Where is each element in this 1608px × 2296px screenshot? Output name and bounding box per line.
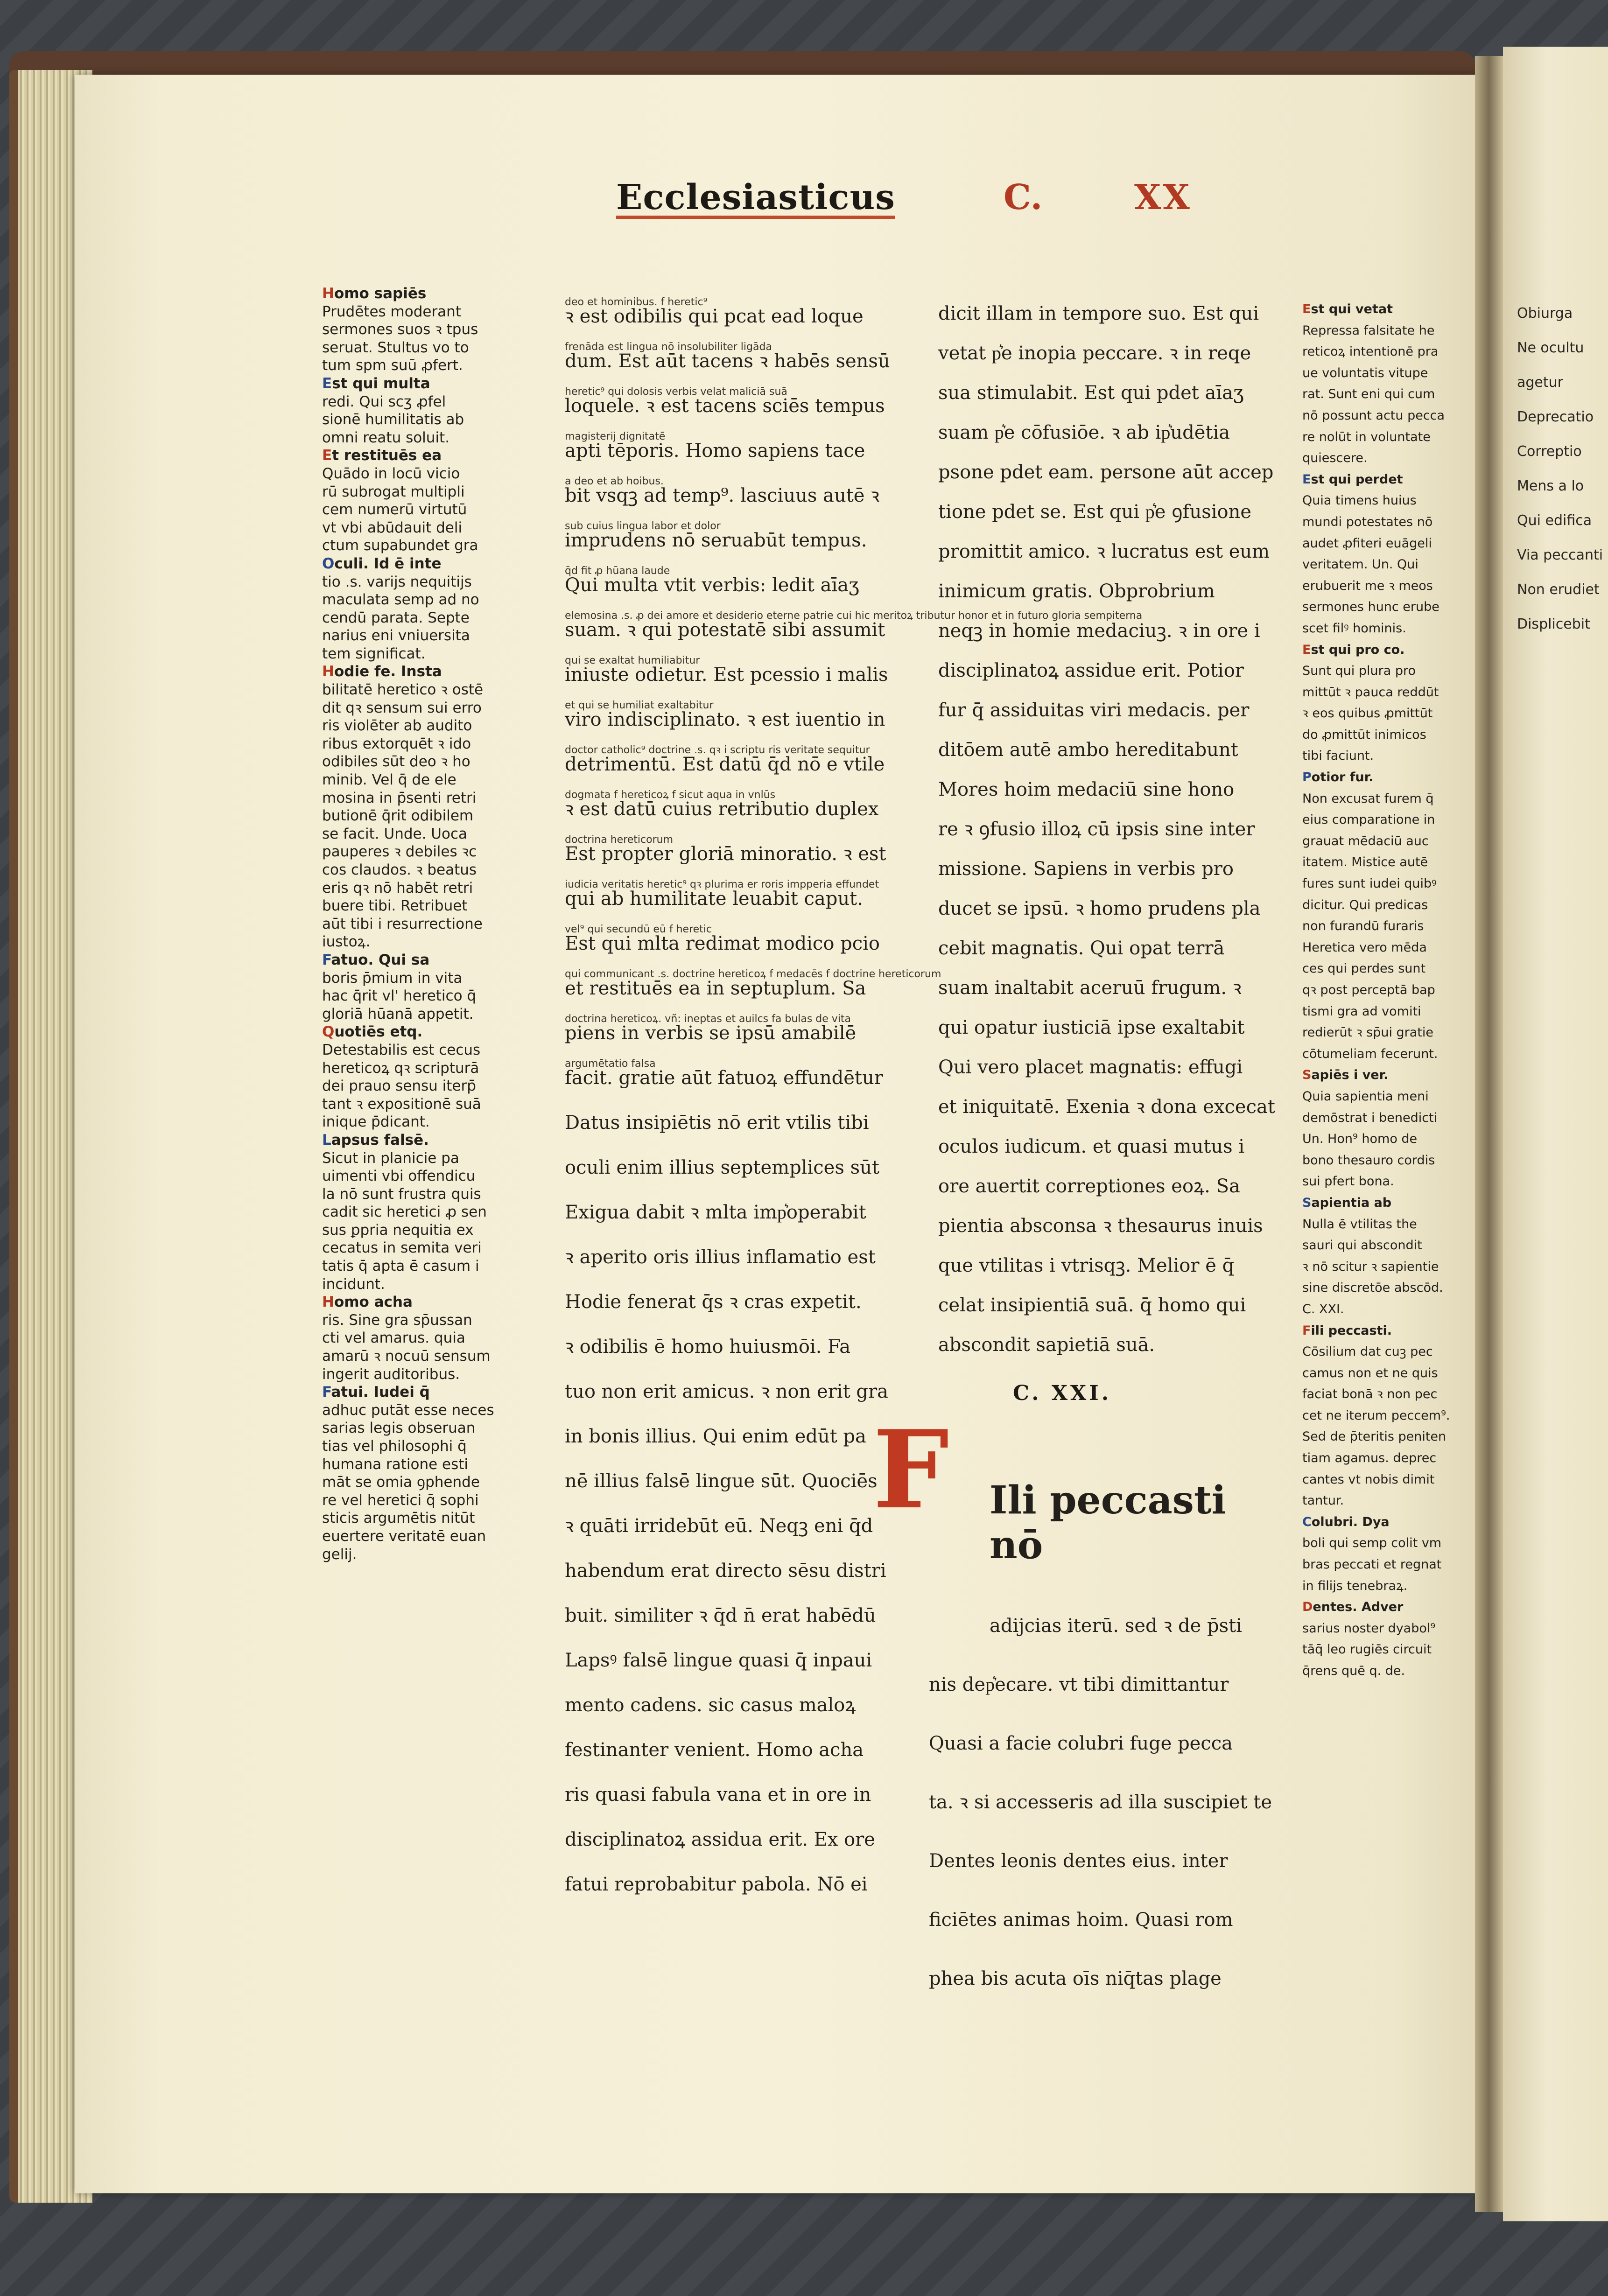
text-line: Datus insipiētis nō erit vtilis tibi [565,1112,869,1134]
text-line: promittit amico. ꝛ lucratus est eum [938,541,1270,562]
text-line: que vtilitas i vtrisqꝫ. Melior ē q̄ [938,1255,1235,1276]
facing-page-line: Qui edifica [1517,512,1592,529]
text-line: tuo non erit amicus. ꝛ non erit gra [565,1381,888,1402]
text-line: ꝛ quāti irridebūt eū. Neqꝫ eni q̄d [565,1515,873,1537]
gloss-line: Sunt qui plura pro [1302,664,1416,679]
gloss-line: māt se omia ꝯphende [322,1474,480,1491]
gloss-line: ingerit auditoribus. [322,1365,460,1383]
text-line: Est qui mlta redimat modico pcio [565,933,880,954]
text-line: ꝛ est odibilis qui pcat ead loque [565,306,864,327]
text-line: bit vsqꝫ ad temp⁹. lasciuus autē ꝛ [565,485,880,506]
text-line: disciplinatoꝝ assidua erit. Ex ore [565,1829,875,1850]
gloss-line: se facit. Unde. Uoca [322,825,467,842]
gloss-line: Detestabilis est cecus [322,1041,481,1058]
gloss-line: hereticoꝝ qꝛ scripturā [322,1059,479,1077]
gloss-line: cos claudos. ꝛ beatus [322,861,477,878]
facing-page-line: Mens a lo [1517,478,1584,494]
text-line: dicit illam in tempore suo. Est qui [938,303,1259,324]
interlinear-gloss-line: doctrina hereticorum [565,834,674,846]
gloss-line: mundi potestates nō [1302,514,1433,529]
gloss-line: reticoꝝ intentionē pra [1302,344,1439,359]
gloss-line: mittūt ꝛ pauca reddūt [1302,685,1439,700]
text-line: neqꝫ in homie medaciuꝫ. ꝛ in ore i [938,620,1260,642]
gloss-line: narius eni vniuersita [322,627,470,644]
gloss-line: grauat mēdaciū auc [1302,833,1429,848]
gloss-line: tāq̄ leo rugiēs circuit [1302,1642,1432,1657]
gloss-line: Et restituēs ea [322,447,442,464]
gloss-line: boli qui semp colit vm [1302,1536,1442,1551]
gloss-line: cantes vt nobis dimit [1302,1472,1435,1487]
text-line: suam p͛e cōfusiōe. ꝛ ab ip͛udētia [938,422,1230,443]
text-line: loquele. ꝛ est tacens sciēs tempus [565,395,885,417]
gloss-line: sionē humilitatis ab [322,411,464,428]
gloss-line: tias vel philosophi q̄ [322,1438,467,1455]
text-line: festinanter venient. Homo acha [565,1739,864,1761]
text-line: Exigua dabit ꝛ mlta imp͛operabit [565,1202,866,1223]
facing-page-line: Displicebit [1517,616,1590,632]
interlinear-gloss-line: qui communicant .s. doctrine hereticoꝝ f medacēs f doctrine hereticorum [565,968,941,980]
chapter-xxi-text [929,1440,1284,2017]
gloss-line: scet filꝰ hominis. [1302,621,1406,636]
interlinear-gloss-line: a deo et ab hoibus. [565,476,664,487]
gloss-line: tibi faciunt. [1302,749,1374,763]
text-line: qui ab humilitate leuabit caput. [565,888,863,910]
gloss-line: bilitatē heretico ꝛ ostē [322,681,484,699]
text-line: Ili peccasti nō [990,1478,1226,1568]
facing-page-line: Correptio [1517,443,1582,460]
text-line: nē illius falsē lingue sūt. Quociēs [565,1470,878,1492]
gloss-line: eris qꝛ nō habēt retri [322,879,473,896]
text-line: pientia absconsa ꝛ thesaurus inuis [938,1215,1263,1237]
gloss-line: faciat bonā ꝛ non pec [1302,1387,1438,1402]
gloss-line: tantur. [1302,1493,1344,1508]
book-gutter [1475,56,1503,2212]
gloss-line: do ꝓmittūt inimicos [1302,727,1426,742]
gloss-line: inique p̄dicant. [322,1113,430,1131]
gloss-line: sauri qui abscondit [1302,1238,1422,1253]
gloss-line: Fili peccasti. [1302,1323,1392,1338]
gloss-line: Oculi. Id ē inte [322,555,442,572]
gloss-line: sus ꝑpria nequitia ex [322,1221,474,1239]
gloss-line: euertere veritatē euan [322,1527,486,1545]
gloss-line: ribus extorquēt ꝛ ido [322,735,471,752]
running-title: Ecclesiasticus [616,177,895,217]
gloss-line: mosina in p̄senti retri [322,789,477,806]
gloss-line: tum spm suū ꝓfert. [322,357,463,374]
text-line: mento cadens. sic casus maloꝝ [565,1694,856,1716]
text-line: suam inaltabit aceruū frugum. ꝛ [938,977,1242,999]
gloss-line: buere tibi. Retribuet [322,897,468,915]
text-line: Qui vero placet magnatis: effugi [938,1057,1243,1078]
gloss-line: pauperes ꝛ debiles ꝛc [322,843,477,861]
gloss-line: cecatus in semita veri [322,1239,482,1257]
page-header [0,177,1608,233]
interlinear-gloss-line: dogmata f hereticoꝝ f sicut aqua in vnlūs [565,789,776,801]
gloss-line: Un. Hon⁹ homo de [1302,1132,1418,1147]
gloss-line: demōstrat i benedicti [1302,1110,1438,1125]
text-line: Est propter gloriā minoratio. ꝛ est [565,843,886,865]
text-line: missione. Sapiens in verbis pro [938,858,1234,880]
text-line: ore auertit correptiones eoꝝ. Sa [938,1176,1240,1197]
gloss-line: bono thesauro cordis [1302,1153,1435,1168]
interlinear-gloss-line: q̄d fit ꝓ hūana laude [565,565,670,577]
gloss-line: sermones hunc erube [1302,600,1439,615]
gloss-line: Nulla ē vtilitas the [1302,1217,1417,1232]
text-line: Quasi a facie colubri fuge pecca [929,1733,1233,1754]
gloss-line: omni reatu soluit. [322,429,450,446]
facing-page-line: Obiurga [1517,305,1573,322]
chapter-number: XX [1134,177,1192,217]
gloss-line: qꝛ post perceptā bap [1302,983,1435,997]
gloss-line: tant ꝛ expositionē suā [322,1095,481,1113]
text-line: inimicum gratis. Obprobrium [938,581,1215,602]
gloss-line: C. XXI. [1302,1302,1344,1316]
gloss-line: tem significat. [322,645,426,662]
text-line: Mores hoim medaciū sine hono [938,779,1235,800]
text-line: dum. Est aūt tacens ꝛ habēs sensū [565,350,890,372]
interlinear-gloss-line: qui se exaltat humiliabitur [565,655,700,666]
gloss-line: Fatuo. Qui sa [322,951,430,968]
interlinear-gloss-line: deo et hominibus. f heretic⁹ [565,296,708,308]
gloss-line: re nolūt in voluntate [1302,429,1431,444]
interlinear-gloss-line: heretic⁹ qui dolosis verbis velat maliciā suā [565,386,787,398]
text-line: Dentes leonis dentes eius. inter [929,1850,1228,1872]
text-line: facit. gratie aūt fatuoꝝ effundētur [565,1067,883,1089]
gloss-line: erubuerit me ꝛ meos [1302,578,1433,593]
gloss-line: la nō sunt frustra quis [322,1185,481,1203]
gloss-line: Dentes. Adver [1302,1600,1404,1615]
text-line: Qui multa vtit verbis: ledit aīaʒ [565,574,859,596]
gloss-line: Hodie fe. Insta [322,663,442,680]
gloss-line: Sed de p̄teritis peniten [1302,1429,1446,1444]
facing-page-line: Ne ocultu [1517,340,1584,356]
text-line: in bonis illius. Qui enim edūt pa [565,1426,866,1447]
gloss-line: cem numerū virtutū [322,501,467,518]
gloss-line: seruat. Stultus vo to [322,339,469,356]
interlinear-gloss-line: sub cuius lingua labor et dolor [565,520,721,532]
gloss-line: itatem. Mistice autē [1302,855,1428,870]
gloss-line: non furandū furaris [1302,919,1424,934]
gloss-line: humana ratione esti [322,1456,469,1473]
interlinear-gloss-line: doctrina hereticoꝝ. vñ: ineptas et auilcs fa bulas de vita [565,1013,851,1025]
gloss-line: Cōsilium dat cuꝫ pec [1302,1344,1433,1359]
gloss-line: Sapiēs i ver. [1302,1068,1389,1083]
gloss-line: Est qui multa [322,375,430,392]
gloss-line: cendū parata. Septe [322,609,470,626]
gloss-line: ꝛ nō scitur ꝛ sapientie [1302,1259,1439,1274]
gloss-line: vt vbi abūdauit deli [322,519,463,536]
gloss-line: Heretica vero mēda [1302,940,1427,955]
facing-page-line: Via peccanti [1517,547,1603,563]
gloss-line: tatis q̄ apta ē casum i [322,1258,479,1275]
gloss-line: gloriā hūanā appetit. [322,1005,474,1022]
gloss-line: tiam agamus. deprec [1302,1451,1437,1466]
text-line: phea bis acuta oīs niq̄tas plage [929,1968,1222,1989]
gloss-line: aūt tibi i resurrectione [322,915,483,932]
gloss-line: rat. Sunt eni qui cum [1302,387,1435,402]
gloss-line: Prudētes moderant [322,303,461,320]
gloss-line: sermones suos ꝛ tpus [322,321,478,338]
text-line: celat insipientiā suā. q̄ homo qui [938,1295,1246,1316]
text-line: nis dep͛ecare. vt tibi dimittantur [929,1674,1229,1695]
interlinear-gloss-line: vel⁹ qui secundū eū f heretic [565,924,712,935]
gloss-line: redierūt ꝛ sp̄ui gratie [1302,1025,1434,1040]
gloss-line: fures sunt iudei quibꝰ [1302,876,1437,891]
gloss-line: Homo acha [322,1294,413,1311]
gloss-line: sarias legis obseruan [322,1420,476,1437]
text-line: cebit magnatis. Qui opat terrā [938,938,1225,959]
gloss-line: Est qui vetat [1302,302,1393,316]
gloss-line: hac q̄rit vl' heretico q̄ [322,987,477,1005]
gloss-line: tismi gra ad vomiti [1302,1004,1421,1019]
text-line: qui opatur iusticiā ipse exaltabit [938,1017,1245,1038]
text-line: sua stimulabit. Est qui pdet aīaʒ [938,382,1244,404]
gloss-line: adhuc putāt esse neces [322,1401,494,1419]
gloss-line: quiescere. [1302,451,1368,466]
gloss-line: Lapsus falsē. [322,1131,429,1148]
text-line: fatui reprobabitur pabola. Nō ei [565,1874,868,1895]
text-line: ditōem autē ambo hereditabunt [938,739,1238,761]
left-gloss-column [322,285,518,1563]
gloss-line: Est qui pro co. [1302,642,1405,657]
gloss-line: redi. Qui scʒ ꝓfel [322,393,446,410]
gloss-line: nō possunt actu pecca [1302,408,1445,423]
gloss-line: Sicut in planicie pa [322,1149,459,1167]
text-line: viro indisciplinato. ꝛ est iuentio in [565,709,885,730]
gloss-line: Non excusat furem q̄ [1302,791,1434,806]
facing-page-line: agetur [1517,374,1563,391]
gloss-line: cadit sic heretici ꝓ sen [322,1204,487,1221]
right-gloss-column [1302,299,1470,1682]
gloss-line: Est qui perdet [1302,472,1403,487]
gloss-line: cōtumeliam fecerunt. [1302,1046,1438,1061]
text-line: psone pdet eam. persone aūt accep [938,462,1274,483]
text-line: Hodie fenerat q̄s ꝛ cras expetit. [565,1291,862,1313]
text-line: ficiētes animas hoim. Quasi rom [929,1909,1233,1931]
text-line: Lapsꝰ falsē lingue quasi q̄ inpaui [565,1650,872,1671]
text-line: fur q̄ assiduitas viri medacis. per [938,700,1250,721]
gloss-line: gelij. [322,1546,357,1563]
gloss-line: dicitur. Qui predicas [1302,897,1428,912]
facing-page-text [1517,289,1603,649]
text-line: ꝛ aperito oris illius inflamatio est [565,1246,876,1268]
gloss-line: boris p̄mium in vita [322,969,463,987]
gloss-line: Fatui. Iudei q̄ [322,1384,430,1401]
text-line: re ꝛ ꝯfusio illoꝝ cū ipsis sine inter [938,819,1255,840]
gloss-line: sine discretōe abscōd. [1302,1281,1443,1295]
gloss-line: amarū ꝛ nocuū sensum [322,1348,491,1365]
gloss-line: in filijs tenebraꝝ. [1302,1578,1408,1593]
gloss-line: sticis argumētis nitūt [322,1510,475,1527]
chapter-label: C. [1004,177,1043,217]
gloss-line: Quia sapientia meni [1302,1089,1429,1104]
gloss-line: Potior fur. [1302,770,1374,785]
text-line: ta. ꝛ si accesseris ad illa suscipiet te [929,1792,1272,1813]
gloss-line: Homo sapiēs [322,285,427,302]
gloss-line: Sapientia ab [1302,1195,1392,1210]
text-line: suam. ꝛ qui potestatē sibi assumit [565,619,885,641]
gloss-line: camus non et ne quis [1302,1365,1438,1380]
gloss-line: uimenti vbi offendicu [322,1168,476,1185]
chapter-xxi-heading: C. XXI. [1013,1381,1112,1405]
gloss-line: veritatem. Un. Qui [1302,557,1418,572]
gloss-line: ris violēter ab audito [322,717,472,735]
text-line: apti tēporis. Homo sapiens tace [565,440,865,462]
gloss-line: Colubri. Dya [1302,1514,1390,1529]
gloss-line: tio .s. varijs nequitijs [322,573,472,590]
main-text-column-2 [938,294,1288,1365]
gloss-line: bras peccati et regnat [1302,1557,1442,1572]
gloss-line: Quādo in locū vicio [322,465,460,482]
gloss-line: Quia timens huius [1302,493,1417,508]
gloss-line: eius comparatione in [1302,812,1435,827]
interlinear-gloss-line: magisterij dignitatē [565,431,666,442]
gloss-line: minib. Vel q̄ de ele [322,771,456,789]
text-line: oculi enim illius septemplices sūt [565,1157,879,1178]
gloss-line: ces qui perdes sunt [1302,961,1426,976]
gloss-line: ris. Sine gra sp̄ussan [322,1311,472,1329]
text-line: disciplinatoꝝ assidue erit. Potior [938,660,1244,681]
interlinear-gloss-line: iudicia veritatis heretic⁹ qꝛ plurima er roris impperia effundet [565,879,879,890]
interlinear-gloss-line: frenāda est lingua nō insolubiliter ligāda [565,341,772,353]
gloss-line: cti vel amarus. quia [322,1330,465,1347]
gloss-line: sui pfert bona. [1302,1174,1394,1189]
text-line: habendum erat directo sēsu distri [565,1560,886,1582]
text-line: ducet se ipsū. ꝛ homo prudens pla [938,898,1261,919]
text-line: adijcias iterū. sed ꝛ de p̄sti [990,1615,1242,1637]
text-line: ꝛ odibilis ē homo huiusmōi. Fa [565,1336,851,1358]
text-line: et iniquitatē. Exenia ꝛ dona excecat [938,1096,1275,1118]
gloss-line: ꝛ eos quibus ꝓmittūt [1302,706,1433,721]
gloss-line: dei prauo sensu iterp̄ [322,1078,476,1095]
gloss-line: incidunt. [322,1275,385,1293]
gloss-line: butionē q̄rit odibilem [322,807,474,825]
gloss-line: cet ne iterum peccem⁹. [1302,1408,1450,1423]
gloss-line: Quotiēs etq. [322,1023,423,1041]
facing-page-line: Non erudiet [1517,581,1600,598]
gloss-line: audet ꝓfiteri euāgeli [1302,536,1432,551]
text-line: tione pdet se. Est qui p͛e ꝯfusione [938,501,1252,523]
gloss-line: dit qꝛ sensum sui erro [322,699,482,716]
interlinear-gloss-line: et qui se humiliat exaltabitur [565,700,714,711]
decorated-initial-letter: F [873,1407,949,1533]
text-line: detrimentū. Est datū q̄d nō e vtile [565,754,885,775]
interlinear-gloss-line: argumētatio falsa [565,1058,656,1070]
text-line: imprudens nō seruabūt tempus. [565,530,867,551]
text-line: iniuste odietur. Est pcessio i malis [565,664,888,686]
text-line: piens in verbis se ipsū amabilē [565,1022,857,1044]
facing-page [1503,47,1608,2221]
gloss-line: odibiles sūt deo ꝛ ho [322,753,470,770]
interlinear-gloss-line: elemosina .s. ꝓ dei amore et desiderio eterne patrie cui hic meritoꝝ tributur honor et in futuro gloria sempiterna [565,610,1143,622]
gloss-line: q̄rens quē q. de. [1302,1664,1405,1678]
gloss-line: iustoꝝ. [322,933,371,951]
text-line: ꝛ est datū cuius retributio duplex [565,798,879,820]
text-line: abscondit sapietiā suā. [938,1334,1155,1356]
text-line: ris quasi fabula vana et in ore in [565,1784,871,1806]
gloss-line: rū subrogat multipli [322,483,465,500]
gloss-line: re vel heretici q̄ sophi [322,1491,479,1509]
gloss-line: maculata semp ad no [322,591,479,609]
gloss-line: ctum supabundet gra [322,537,478,554]
text-line: et restituēs ea in septuplum. Sa [565,978,866,999]
text-line: buit. similiter ꝛ q̄d n̄ erat habēdū [565,1605,876,1626]
interlinear-gloss-line: doctor catholic⁹ doctrine .s. qꝛ i scriptu ris veritate sequitur [565,744,870,756]
gloss-line: sarius noster dyabol⁹ [1302,1621,1436,1636]
text-line: vetat p͛e inopia peccare. ꝛ in reqe [938,343,1251,364]
facing-page-line: Deprecatio [1517,409,1594,425]
text-line: oculos iudicum. et quasi mutus i [938,1136,1245,1157]
gloss-line: Repressa falsitate he [1302,323,1435,338]
gloss-line: ue voluntatis vitupe [1302,365,1428,380]
